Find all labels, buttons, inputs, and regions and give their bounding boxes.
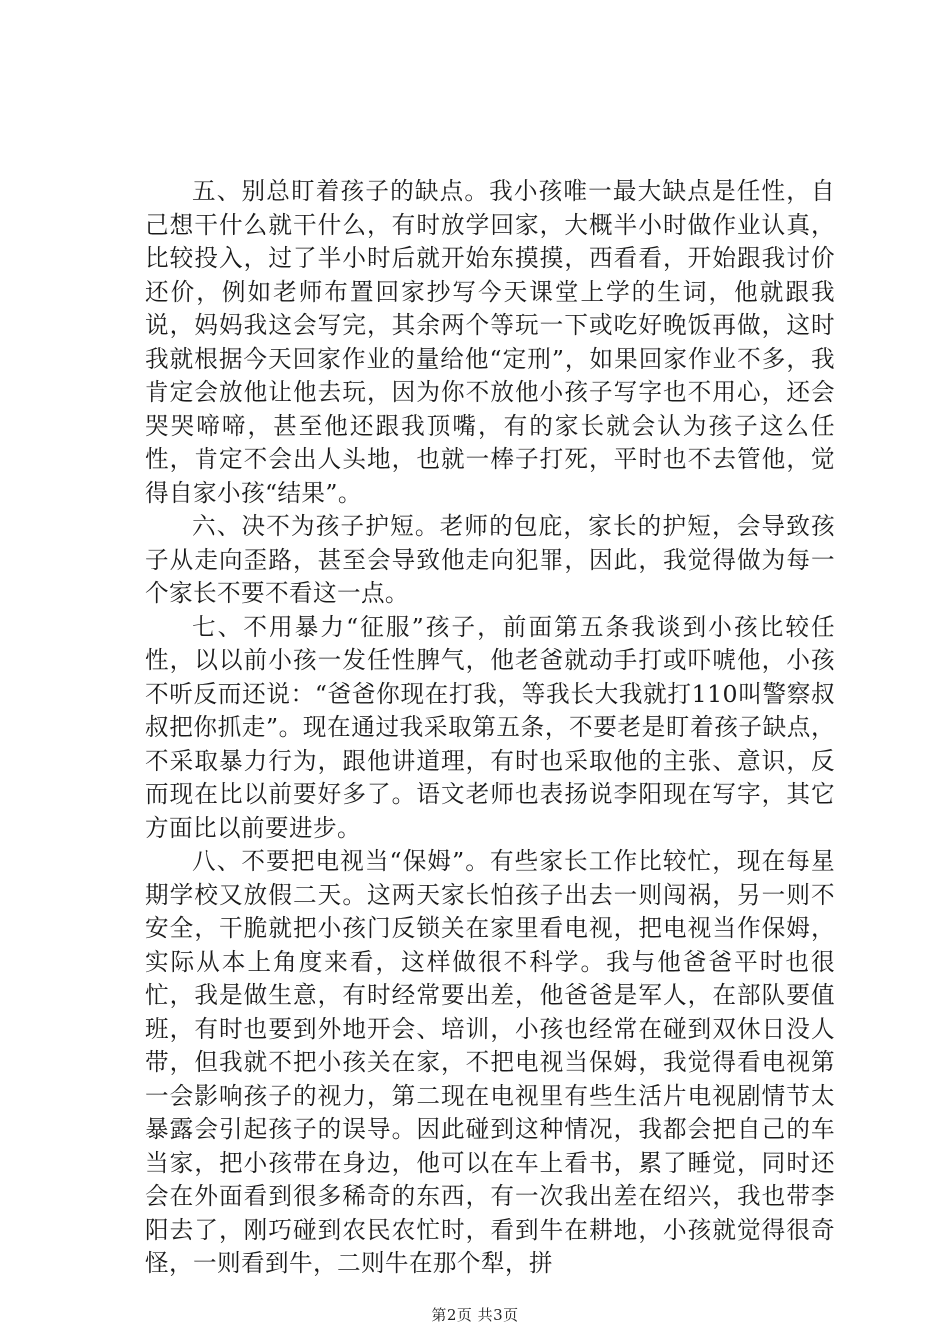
page-number-footer: 第2页 共3页 bbox=[431, 1306, 519, 1324]
paragraph-six: 六、决不为孩子护短。老师的包庇，家长的护短，会导致孩子从走向歪路，甚至会导致他走向犯罪，因此，我觉得做为每一个家长不要不看这一点。 bbox=[145, 512, 835, 607]
document-body bbox=[145, 175, 835, 1281]
paragraph-seven: 七、不用暴力“征服”孩子，前面第五条我谈到小孩比较任性，以以前小孩一发任性脾气，他老爸就动手打或吓唬他，小孩不听反而还说：“爸爸你现在打我，等我长大我就打110叫警察叔叔把你抓走”。现在通过我采取第五条，不要老是盯着孩子缺点，不采取暴力行为，跟他讲道理，有时也采取他的主张、意识，反而现在比以前要好多了。语文老师也表扬说李阳现在写字，其它方面比以前要进步。 bbox=[145, 612, 835, 842]
paragraph-five: 五、别总盯着孩子的缺点。我小孩唯一最大缺点是任性，自己想干什么就干什么，有时放学回家，大概半小时做作业认真，比较投入，过了半小时后就开始东摸摸，西看看，开始跟我讨价还价，例如老师布置回家抄写今天课堂上学的生词，他就跟我说，妈妈我这会写完，其余两个等玩一下或吃好晚饭再做，这时我就根据今天回家作业的量给他“定刑”，如果回家作业不多，我肯定会放他让他去玩，因为你不放他小孩子写字也不用心，还会哭哭啼啼，甚至他还跟我顶嘴，有的家长就会认为孩子这么任性，肯定不会出人头地，也就一棒子打死，平时也不去管他，觉得自家小孩“结果”。 bbox=[145, 177, 835, 507]
paragraph-eight: 八、不要把电视当“保姆”。有些家长工作比较忙，现在每星期学校又放假二天。这两天家长怕孩子出去一则闯祸，另一则不安全，干脆就把小孩门反锁关在家里看电视，把电视当作保姆，实际从本上角度来看，这样做很不科学。我与他爸爸平时也很忙，我是做生意，有时经常要出差，他爸爸是军人，在部队要值班，有时也要到外地开会、培训，小孩也经常在碰到双休日没人带，但我就不把小孩关在家，不把电视当保姆，我觉得看电视第一会影响孩子的视力，第二现在电视里有些生活片电视剧情节太暴露会引起孩子的误导。因此碰到这种情况，我都会把自己的车当家，把小孩带在身边，他可以在车上看书，累了睡觉，同时还会在外面看到很多稀奇的东西，有一次我出差在绍兴，我也带李阳去了，刚巧碰到农民农忙时，看到牛在耕地，小孩就觉得很奇怪，一则看到牛，二则牛在那个犁，拼 bbox=[145, 847, 835, 1277]
